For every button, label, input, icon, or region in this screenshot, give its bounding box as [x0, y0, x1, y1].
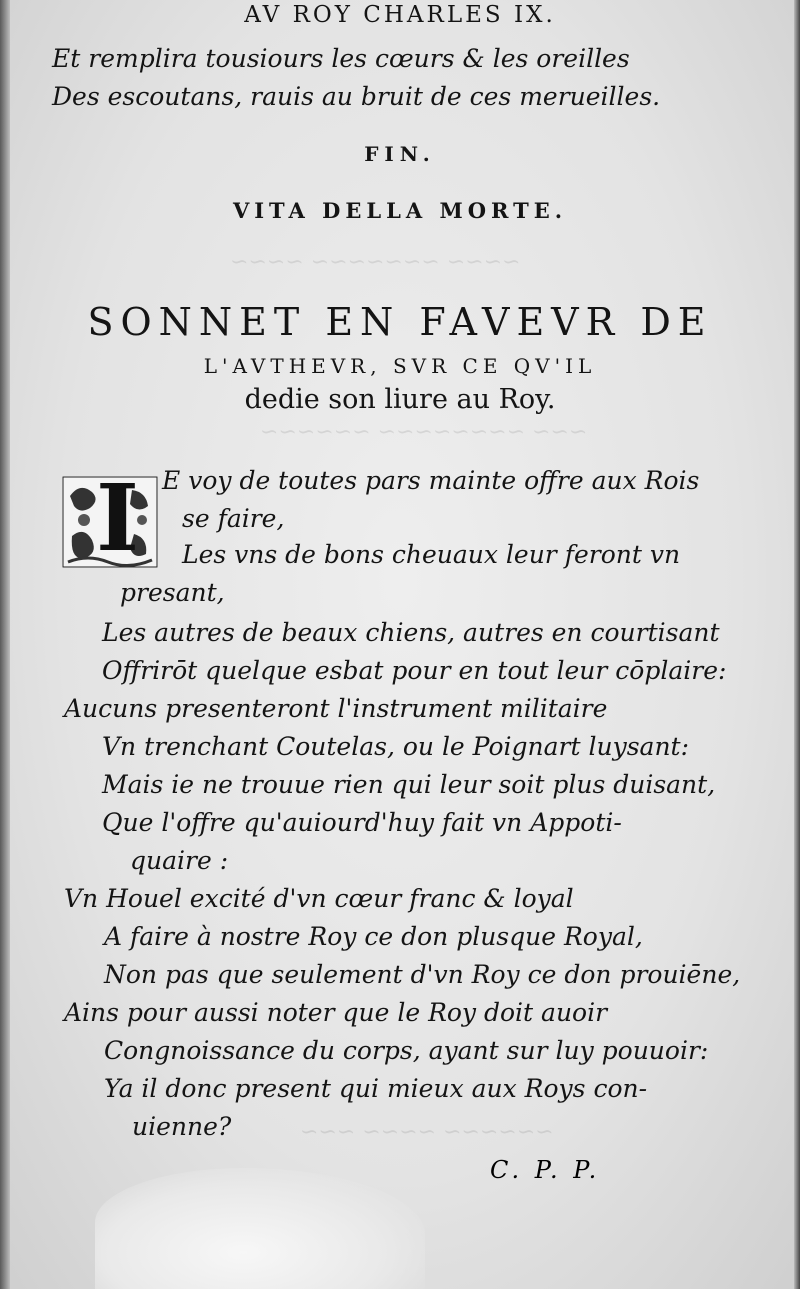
sonnet-line: Les autres de beaux chiens, autres en courtisant: [102, 618, 720, 647]
sonnet-line: A faire à nostre Roy ce don plusque Royal,: [104, 922, 643, 951]
initial-letter: I: [96, 464, 140, 572]
sonnet-line: se faire,: [182, 504, 285, 533]
decorated-initial: [62, 464, 158, 572]
fin-mark: FIN.: [364, 142, 436, 166]
sonnet-line: uienne?: [132, 1112, 232, 1141]
paper-stain: [95, 1168, 425, 1289]
sonnet-line: Les vns de bons cheuaux leur feront vn: [182, 540, 681, 569]
sonnet-line: Ya il donc present qui mieux aux Roys con-: [104, 1074, 648, 1103]
top-verse-line: Des escoutans, rauis au bruit de ces merueilles.: [52, 82, 661, 111]
signature-initials: C. P. P.: [490, 1156, 601, 1184]
sonnet-line: Que l'offre qu'auiourd'huy fait vn Appoti-: [102, 808, 622, 837]
sonnet-title-line-2: L'AVTHEVR, SVR CE QV'IL: [203, 354, 597, 378]
page-edge-shadow: [794, 0, 800, 1289]
sonnet-title-line-1: SONNET EN FAVEVR DE: [87, 300, 713, 344]
sonnet-line: Vn trenchant Coutelas, ou le Poignart luysant:: [102, 732, 690, 761]
show-through-decoration: ~~~~~~ ~~~~ ~~~: [300, 1120, 554, 1145]
motto: VITA DELLA MORTE.: [232, 198, 568, 223]
top-verse-line: Et remplira tousiours les cœurs & les oreilles: [52, 44, 630, 73]
sonnet-line: Offrirōt quelque esbat pour en tout leur cōplaire:: [102, 656, 727, 685]
page-gutter-shadow: [0, 0, 10, 1289]
sonnet-line: Aucuns presenteront l'instrument militaire: [64, 694, 608, 723]
running-head: AV ROY CHARLES IX.: [244, 2, 556, 28]
sonnet-line: Congnoissance du corps, ayant sur luy pouuoir:: [104, 1036, 709, 1065]
sonnet-line: E voy de toutes pars mainte offre aux Rois: [162, 466, 700, 495]
sonnet-line: Ains pour aussi noter que le Roy doit auoir: [64, 998, 608, 1027]
sonnet-line: Mais ie ne trouue rien qui leur soit plus duisant,: [102, 770, 716, 799]
sonnet-line: Vn Houel excité d'vn cœur franc & loyal: [64, 884, 574, 913]
sonnet-line: presant,: [120, 578, 225, 607]
sonnet-line: Non pas que seulement d'vn Roy ce don prouiēne,: [104, 960, 741, 989]
sonnet-title-line-3: dedie son liure au Roy.: [244, 384, 556, 415]
show-through-decoration: ~~~ ~~~~~~~~ ~~~~~~: [260, 420, 588, 445]
show-through-decoration: ~~~~ ~~~~~~~ ~~~~: [230, 250, 521, 275]
sonnet-line: quaire :: [130, 846, 229, 875]
